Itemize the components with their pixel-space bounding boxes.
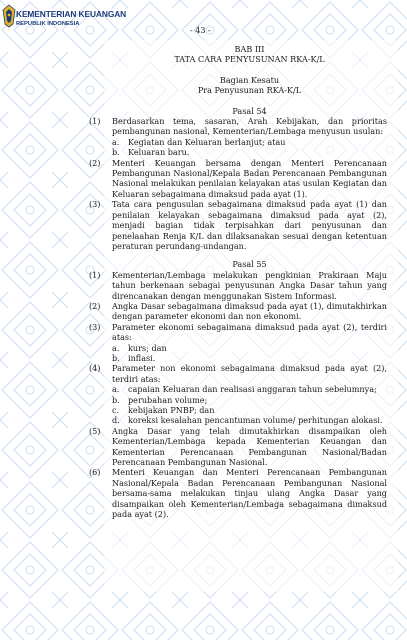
document-body [89,44,387,520]
paragraph-text: Kementerian/Lembaga melakukan pengkinian Prakiraan Maju tahun berkenaan sebagai penyusunan Angka Dasar tahun yang direncanakan dengan menggunakan Sistem Informasi. [112,269,387,301]
sub-item-letter: b. [112,394,120,405]
paragraph-text: Angka Dasar yang telah dimutakhirkan disampaikan oleh Kementerian/Lembaga kepada Kementerian Keuangan dan Kementerian Perencanaan Pembangunan Nasional/Badan Perencanaan Pembangunan Nasional. [112,425,387,468]
article-54-title: Pasal 54 [232,105,267,116]
paragraph-text: Menteri Keuangan dan Menteri Perencanaan Pembangunan Nasional/Kepala Badan Perencanaan Pembangunan Nasional bersama-sama melakukan tinjau ulang Angka Dasar yang disampaikan oleh Kementerian/Lembaga sebagaimana dimaksud pada ayat (2). [112,467,387,520]
paragraph-number: (5) [89,425,101,436]
paragraph-item [89,269,387,301]
paragraph-text: Angka Dasar sebagaimana dimaksud pada ayat (1), dimutakhirkan dengan parameter ekonomi dan non ekonomi. [112,300,387,322]
paragraph-text: Tata cara pengusulan sebagaimana dimaksud pada ayat (1) dan penilaian kelayakan sebagaimana dimaksud pada ayat (2), menjadi bagian tidak terpisahkan dari penyusunan dan penelaahan Renja K/L dan dilaksanakan sesuai dengan ketentuan peraturan perundang-undangan. [112,199,387,251]
sub-item-letter: a. [112,136,120,147]
paragraph-item [89,300,387,322]
paragraph-number: (2) [89,157,101,168]
paragraph-number: (3) [89,321,101,332]
page-header [0,0,407,50]
sub-item [112,147,387,157]
chapter-heading: BAB III [234,44,265,54]
paragraph-item [89,157,387,200]
sub-item [112,405,387,415]
sub-item-text: koreksi kesalahan pencantuman volume/ perhitungan alokasi. [128,415,383,426]
sub-item-text: Kegiatan dan Keluaran berlanjut; atau [128,136,286,147]
paragraph-item [89,467,387,520]
sub-item [112,415,387,425]
ministry-name: KEMENTERIAN KEUANGAN [16,9,127,19]
paragraph-number: (6) [89,467,101,478]
sub-item-letter: b. [112,352,120,363]
ministry-subtitle: REPUBLIK INDONESIA [16,21,80,27]
sub-item-letter: c. [112,405,120,415]
paragraph-item [89,116,387,158]
sub-item-text: inflasi. [128,352,156,363]
paragraph-text: Parameter ekonomi sebagaimana dimaksud pada ayat (2), terdiri atas: [112,321,387,343]
page-number: - 43 - [190,26,211,35]
part-heading: Bagian Kesatu [219,74,280,85]
paragraph-text: Parameter non ekonomi sebagaimana dimaksud pada ayat (2), terdiri atas: [112,363,387,384]
sub-item-text: kurs; dan [128,342,167,353]
sub-item [112,353,387,363]
chapter-title: TATA CARA PENYUSUNAN RKA-K/L [174,54,325,65]
part-title: Pra Penyusunan RKA-K/L [197,85,302,96]
paragraph-text: Menteri Keuangan bersama dengan Menteri Perencanaan Pembangunan Nasional/Kepala Badan Perencanaan Pembangunan Nasional melakukan penilaian kelayakan atas usulan Kegiatan dan Keluaran sebagaimana dimaksud pada ayat (1). [112,157,387,199]
sub-item-letter: a. [112,384,120,395]
sub-item-letter: d. [112,415,120,426]
article-55-title: Pasal 55 [232,259,267,270]
ministry-emblem-icon [2,4,16,28]
paragraph-number: (1) [89,116,101,127]
sub-item [112,384,387,394]
sub-item-text: kebijakan PNBP; dan [128,405,215,415]
sub-item-text: capaian Keluaran dan realisasi anggaran tahun sebelumnya; [128,384,377,395]
paragraph-number: (3) [89,199,101,210]
paragraph-number: (2) [89,300,101,311]
paragraph-number: (1) [89,269,101,280]
paragraph-text: Berdasarkan tema, sasaran, Arah Kebijakan, dan prioritas pembangunan nasional, Kementerian/Lembaga menyusun usulan: [112,116,387,137]
article-54-items [89,116,387,251]
paragraph-item [89,425,387,468]
paragraph-item [89,199,387,251]
sub-item-letter: a. [112,342,120,353]
paragraph-item [89,363,387,426]
paragraph-item [89,321,387,364]
sub-item-text: perubahan volume; [128,394,208,405]
sub-item-letter: b. [112,147,120,158]
sub-item [112,343,387,353]
sub-item-text: Keluaran baru. [128,147,190,158]
article-55-items [89,269,387,520]
paragraph-number: (4) [89,363,101,374]
sub-item [112,137,387,147]
sub-item [112,395,387,405]
